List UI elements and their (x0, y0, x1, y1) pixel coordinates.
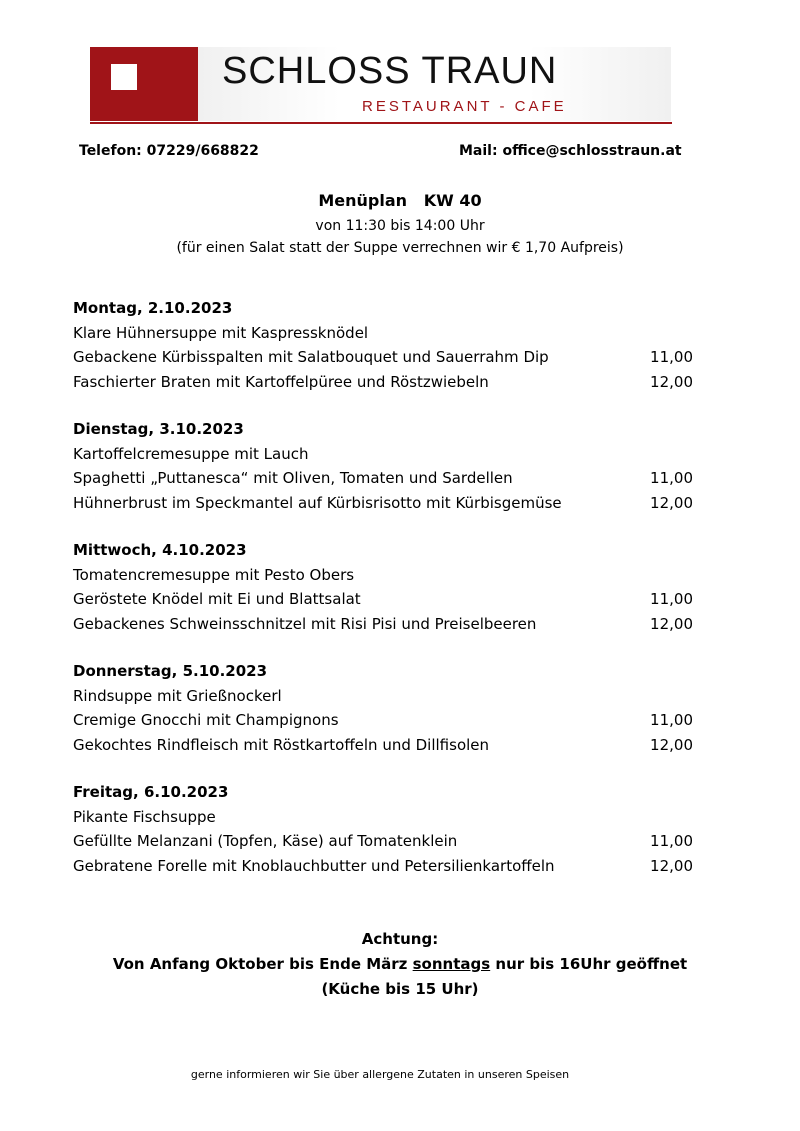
dish-name: Gebratene Forelle mit Knoblauchbutter und Petersilienkartoffeln (73, 856, 555, 875)
logo-square-icon (111, 64, 137, 90)
soup: Kartoffelcremesuppe mit Lauch (73, 444, 309, 463)
day-block (73, 659, 693, 757)
dish-price: 12,00 (650, 493, 693, 512)
day-list (73, 296, 693, 901)
menu-hours: von 11:30 bis 14:00 Uhr (315, 218, 485, 234)
day-block (73, 780, 693, 878)
dish-row (73, 733, 693, 758)
logo-underline (90, 122, 672, 124)
dish-price: 12,00 (650, 614, 693, 633)
dish-price: 11,00 (650, 590, 693, 608)
notice-heading: Achtung: (361, 930, 439, 948)
menu-note: (für einen Salat statt der Suppe verrechnen wir € 1,70 Aufpreis) (176, 240, 624, 256)
dish-row (73, 491, 693, 516)
notice-text-before: Von Anfang Oktober bis Ende März (112, 955, 413, 973)
dish-name: Hühnerbrust im Speckmantel auf Kürbisrisotto mit Kürbisgemüse (73, 493, 562, 512)
notice-kitchen: (Küche bis 15 Uhr) (321, 980, 479, 998)
dish-row (73, 370, 693, 395)
dish-row (73, 466, 693, 491)
day-block (73, 417, 693, 515)
soup: Pikante Fischsuppe (73, 807, 216, 826)
soup: Tomatencremesuppe mit Pesto Obers (73, 565, 355, 584)
dish-name: Gekochtes Rindfleisch mit Röstkartoffeln und Dillfisolen (73, 735, 490, 754)
dish-row (73, 854, 693, 879)
dish-name: Gebackenes Schweinsschnitzel mit Risi Pisi und Preiselbeeren (73, 614, 537, 633)
dish-row (73, 587, 693, 612)
dish-name: Faschierter Braten mit Kartoffelpüree und Röstzwiebeln (73, 372, 489, 391)
dish-row (73, 708, 693, 733)
dish-price: 12,00 (650, 372, 693, 391)
dish-price: 11,00 (650, 469, 693, 487)
notice-text-after: nur bis 16Uhr geöffnet (490, 955, 688, 973)
brand-subtitle: RESTAURANT - CAFE (362, 98, 567, 115)
menu-title: Menüplan KW 40 (318, 191, 482, 210)
mail-text: Mail: office@schlosstraun.at (459, 143, 682, 159)
notice-text-underlined: sonntags (412, 955, 491, 973)
dish-name: Gefüllte Melanzani (Topfen, Käse) auf Tomatenklein (73, 832, 458, 850)
dish-price: 12,00 (650, 735, 693, 754)
dish-price: 11,00 (650, 348, 693, 366)
phone-text: Telefon: 07229/668822 (79, 143, 259, 159)
day-title: Montag, 2.10.2023 (73, 299, 233, 317)
day-title: Dienstag, 3.10.2023 (73, 420, 244, 438)
dish-row (73, 612, 693, 637)
logo-red-block (90, 47, 198, 121)
dish-row (73, 345, 693, 370)
allergen-footer: gerne informieren wir Sie über allergene Zutaten in unseren Speisen (190, 1068, 570, 1081)
brand-title: SCHLOSS TRAUN (222, 50, 558, 92)
dish-name: Spaghetti „Puttanesca“ mit Oliven, Tomaten und Sardellen (73, 469, 513, 487)
day-title: Freitag, 6.10.2023 (73, 783, 229, 801)
dish-row (73, 829, 693, 854)
soup: Rindsuppe mit Grießnockerl (73, 686, 282, 705)
day-title: Mittwoch, 4.10.2023 (73, 541, 247, 559)
dish-name: Geröstete Knödel mit Ei und Blattsalat (73, 590, 361, 608)
dish-name: Gebackene Kürbisspalten mit Salatbouquet und Sauerrahm Dip (73, 348, 549, 366)
dish-price: 11,00 (650, 832, 693, 850)
dish-price: 11,00 (650, 711, 693, 729)
day-block (73, 296, 693, 394)
dish-name: Cremige Gnocchi mit Champignons (73, 711, 339, 729)
dish-price: 12,00 (650, 856, 693, 875)
soup: Klare Hühnersuppe mit Kaspressknödel (73, 323, 369, 342)
day-title: Donnerstag, 5.10.2023 (73, 662, 268, 680)
notice-opening-hours (0, 957, 800, 972)
day-block (73, 538, 693, 636)
